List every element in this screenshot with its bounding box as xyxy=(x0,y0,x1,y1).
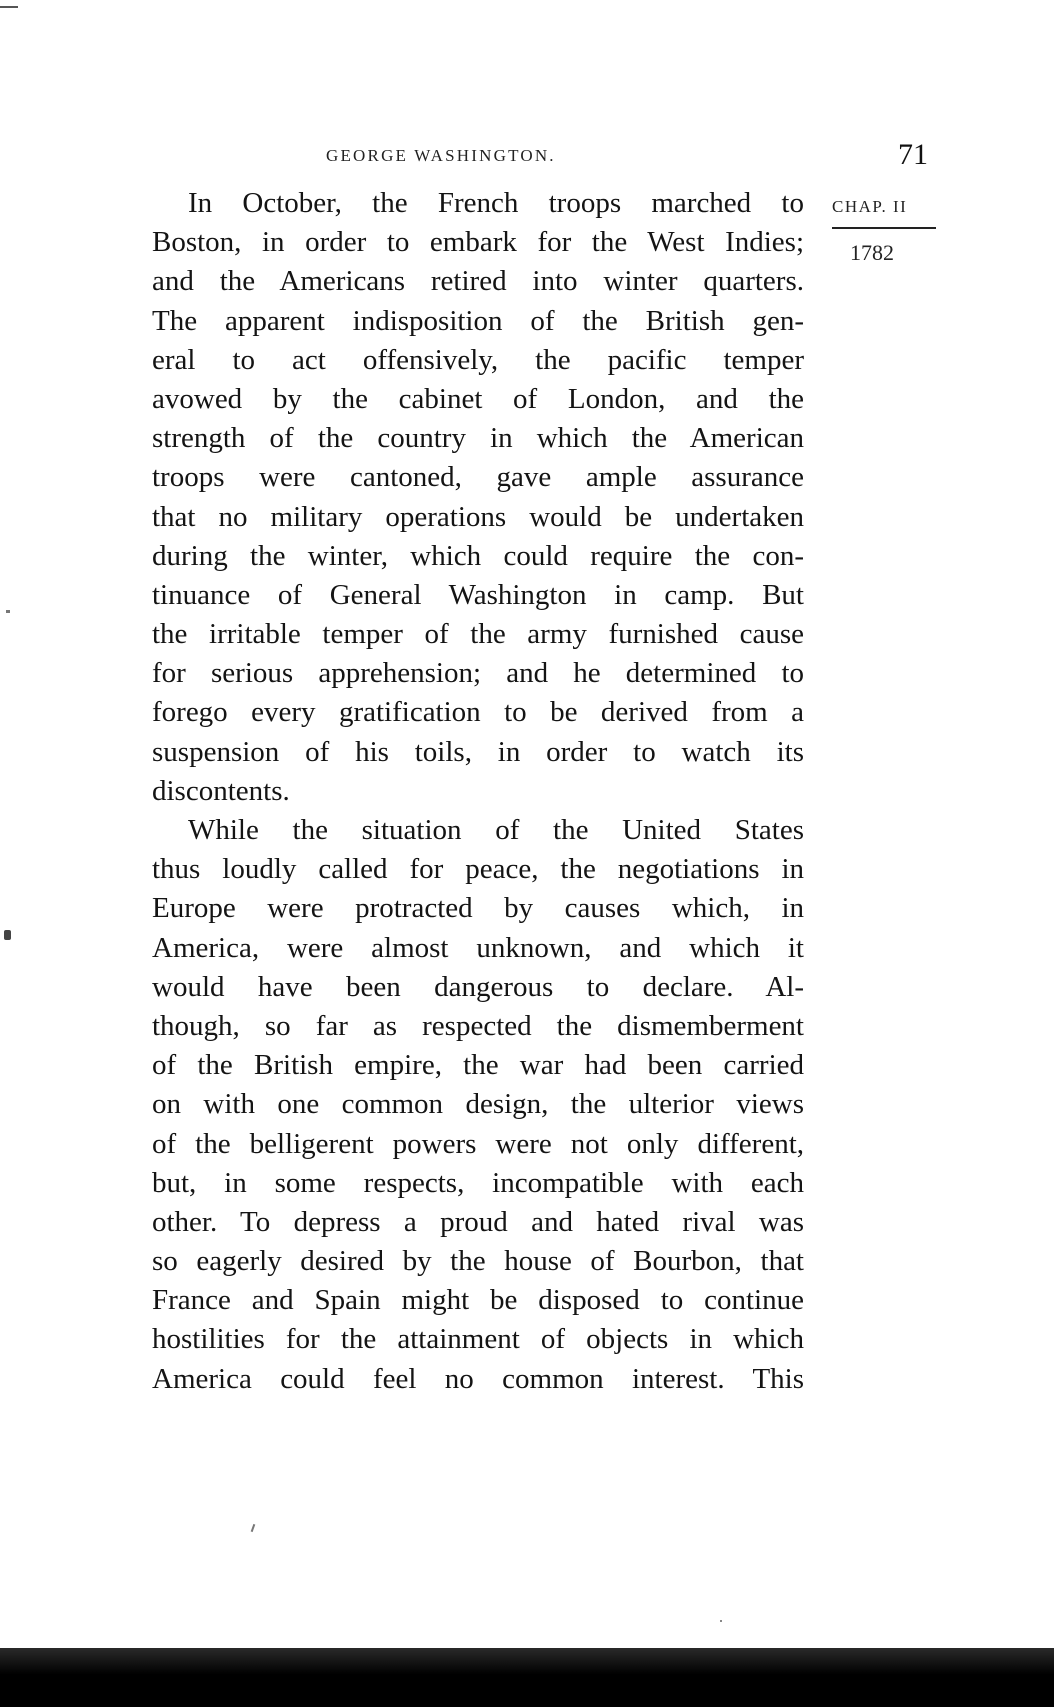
text-line: for serious apprehension; and he determined to xyxy=(152,657,804,690)
text-line: discontents. xyxy=(152,774,290,807)
text-line: forego every gratification to be derived from a xyxy=(152,696,804,729)
text-line: so eagerly desired by the house of Bourbon, that xyxy=(152,1245,804,1278)
text-line: tinuance of General Washington in camp. But xyxy=(152,578,804,611)
text-line: Europe were protracted by causes which, in xyxy=(152,892,804,925)
scan-speck xyxy=(4,930,11,940)
text-line: America could feel no common interest. This xyxy=(152,1362,804,1395)
text-line: avowed by the cabinet of London, and the xyxy=(152,382,804,415)
text-line: eral to act offensively, the pacific temper xyxy=(152,343,804,376)
text-line: France and Spain might be disposed to continue xyxy=(152,1284,804,1317)
text-line: Boston, in order to embark for the West Indies; xyxy=(152,226,804,259)
margin-divider xyxy=(832,227,936,229)
text-line: strength of the country in which the American xyxy=(152,422,804,455)
text-line: the irritable temper of the army furnished cause xyxy=(152,618,804,651)
text-line: In October, the French troops marched to xyxy=(188,187,804,219)
text-line: but, in some respects, incompatible with each xyxy=(152,1166,804,1199)
text-line: that no military operations would be undertaken xyxy=(152,500,804,533)
scan-speck xyxy=(6,610,10,613)
page-number: 71 xyxy=(898,138,928,171)
text-line: thus loudly called for peace, the negotiations in xyxy=(152,853,804,886)
paragraph-2 xyxy=(152,811,804,1399)
scan-speck xyxy=(251,1524,256,1532)
running-head-title: GEORGE WASHINGTON. xyxy=(326,146,556,165)
paragraph-1 xyxy=(152,184,804,811)
text-line: troops were cantoned, gave ample assurance xyxy=(152,461,804,494)
text-line: other. To depress a proud and hated rival was xyxy=(152,1205,804,1238)
text-line: America, were almost unknown, and which it xyxy=(152,931,804,964)
text-line: though, so far as respected the dismemberment xyxy=(152,1009,804,1042)
text-line: and the Americans retired into winter quarters. xyxy=(152,265,804,298)
scan-speck xyxy=(720,1620,722,1622)
margin-year-note: 1782 xyxy=(850,240,894,265)
text-line: of the British empire, the war had been carried xyxy=(152,1049,804,1082)
text-line: While the situation of the United States xyxy=(188,814,804,846)
text-line: The apparent indisposition of the British gen- xyxy=(152,304,804,337)
text-line: during the winter, which could require the con- xyxy=(152,539,804,572)
scan-edge-mark xyxy=(0,6,18,8)
text-line: hostilities for the attainment of objects in which xyxy=(152,1323,804,1356)
text-line: of the belligerent powers were not only different, xyxy=(152,1127,804,1160)
text-line: suspension of his toils, in order to watch its xyxy=(152,735,804,768)
body-text xyxy=(152,184,804,1399)
margin-chapter-note: CHAP. II xyxy=(832,197,908,216)
text-line: on with one common design, the ulterior views xyxy=(152,1088,804,1121)
scan-edge-bar xyxy=(0,1648,1054,1707)
text-line: would have been dangerous to declare. Al- xyxy=(152,970,804,1003)
